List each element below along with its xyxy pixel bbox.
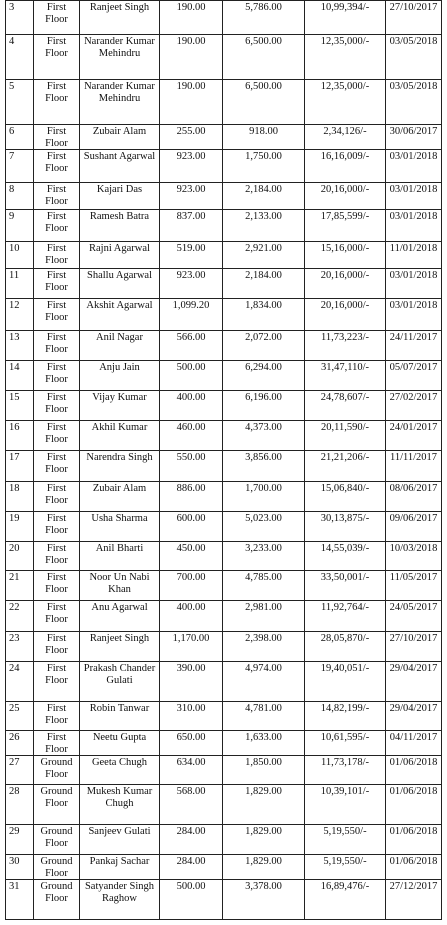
floor-cell: Ground Floor	[34, 880, 80, 920]
serial-number-cell: 23	[6, 632, 34, 662]
carpet-area-cell: 3,378.00	[223, 880, 305, 920]
serial-number-cell: 13	[6, 331, 34, 361]
date-cell: 03/01/2018	[386, 299, 442, 331]
date-cell: 09/06/2017	[386, 512, 442, 542]
date-cell: 03/01/2018	[386, 150, 442, 183]
price-cell: 5,19,550/-	[305, 855, 386, 880]
price-cell: 31,47,110/-	[305, 361, 386, 391]
name-cell: Satyander Singh Raghow	[80, 880, 160, 920]
date-cell: 10/03/2018	[386, 542, 442, 571]
price-cell: 33,50,001/-	[305, 571, 386, 601]
name-cell: Anju Jain	[80, 361, 160, 391]
price-cell: 20,16,000/-	[305, 183, 386, 210]
carpet-area-cell: 5,786.00	[223, 1, 305, 35]
table-row	[6, 35, 442, 80]
date-cell: 08/06/2017	[386, 482, 442, 512]
floor-cell: First Floor	[34, 571, 80, 601]
carpet-area-cell: 2,921.00	[223, 242, 305, 269]
serial-number-cell: 11	[6, 269, 34, 299]
area-cell: 550.00	[160, 451, 223, 482]
table-row	[6, 1, 442, 35]
table-row	[6, 731, 442, 756]
name-cell: Narendra Singh	[80, 451, 160, 482]
date-cell: 29/04/2017	[386, 662, 442, 702]
serial-number-cell: 4	[6, 35, 34, 80]
table-row	[6, 512, 442, 542]
date-cell: 03/01/2018	[386, 210, 442, 242]
table-body	[6, 1, 442, 920]
name-cell: Akshit Agarwal	[80, 299, 160, 331]
floor-cell: First Floor	[34, 269, 80, 299]
serial-number-cell: 19	[6, 512, 34, 542]
date-cell: 01/06/2018	[386, 785, 442, 825]
date-cell: 03/01/2018	[386, 183, 442, 210]
serial-number-cell: 15	[6, 391, 34, 421]
name-cell: Shallu Agarwal	[80, 269, 160, 299]
serial-number-cell: 3	[6, 1, 34, 35]
area-cell: 400.00	[160, 601, 223, 632]
serial-number-cell: 29	[6, 825, 34, 855]
serial-number-cell: 8	[6, 183, 34, 210]
floor-cell: First Floor	[34, 632, 80, 662]
table-row	[6, 361, 442, 391]
table-row	[6, 331, 442, 361]
floor-cell: Ground Floor	[34, 785, 80, 825]
table-row	[6, 601, 442, 632]
name-cell: Narander Kumar Mehindru	[80, 80, 160, 125]
area-cell: 600.00	[160, 512, 223, 542]
name-cell: Anil Nagar	[80, 331, 160, 361]
price-cell: 12,35,000/-	[305, 35, 386, 80]
table-row	[6, 482, 442, 512]
carpet-area-cell: 3,233.00	[223, 542, 305, 571]
name-cell: Vijay Kumar	[80, 391, 160, 421]
table-row	[6, 80, 442, 125]
price-cell: 16,89,476/-	[305, 880, 386, 920]
serial-number-cell: 17	[6, 451, 34, 482]
floor-cell: Ground Floor	[34, 756, 80, 785]
carpet-area-cell: 1,834.00	[223, 299, 305, 331]
carpet-area-cell: 6,294.00	[223, 361, 305, 391]
name-cell: Akhil Kumar	[80, 421, 160, 451]
serial-number-cell: 28	[6, 785, 34, 825]
area-cell: 1,099.20	[160, 299, 223, 331]
date-cell: 27/02/2017	[386, 391, 442, 421]
name-cell: Ranjeet Singh	[80, 632, 160, 662]
area-cell: 255.00	[160, 125, 223, 150]
price-cell: 14,82,199/-	[305, 702, 386, 731]
area-cell: 923.00	[160, 150, 223, 183]
table-row	[6, 210, 442, 242]
price-cell: 12,35,000/-	[305, 80, 386, 125]
price-cell: 10,39,101/-	[305, 785, 386, 825]
floor-cell: First Floor	[34, 183, 80, 210]
date-cell: 24/11/2017	[386, 331, 442, 361]
floor-cell: First Floor	[34, 662, 80, 702]
name-cell: Sushant Agarwal	[80, 150, 160, 183]
area-cell: 519.00	[160, 242, 223, 269]
date-cell: 11/05/2017	[386, 571, 442, 601]
table-row	[6, 299, 442, 331]
date-cell: 11/11/2017	[386, 451, 442, 482]
area-cell: 1,170.00	[160, 632, 223, 662]
floor-cell: First Floor	[34, 242, 80, 269]
name-cell: Neetu Gupta	[80, 731, 160, 756]
area-cell: 923.00	[160, 183, 223, 210]
floor-cell: First Floor	[34, 391, 80, 421]
area-cell: 390.00	[160, 662, 223, 702]
carpet-area-cell: 4,781.00	[223, 702, 305, 731]
date-cell: 01/06/2018	[386, 825, 442, 855]
table-row	[6, 632, 442, 662]
carpet-area-cell: 2,981.00	[223, 601, 305, 632]
floor-cell: First Floor	[34, 35, 80, 80]
table-row	[6, 183, 442, 210]
date-cell: 01/06/2018	[386, 756, 442, 785]
price-cell: 15,06,840/-	[305, 482, 386, 512]
name-cell: Kajari Das	[80, 183, 160, 210]
area-cell: 190.00	[160, 80, 223, 125]
carpet-area-cell: 5,023.00	[223, 512, 305, 542]
name-cell: Geeta Chugh	[80, 756, 160, 785]
name-cell: Narander Kumar Mehindru	[80, 35, 160, 80]
floor-cell: First Floor	[34, 361, 80, 391]
name-cell: Zubair Alam	[80, 125, 160, 150]
area-cell: 284.00	[160, 855, 223, 880]
carpet-area-cell: 6,500.00	[223, 80, 305, 125]
property-table	[5, 0, 442, 920]
name-cell: Ramesh Batra	[80, 210, 160, 242]
date-cell: 05/07/2017	[386, 361, 442, 391]
area-cell: 450.00	[160, 542, 223, 571]
carpet-area-cell: 6,500.00	[223, 35, 305, 80]
area-cell: 460.00	[160, 421, 223, 451]
carpet-area-cell: 1,829.00	[223, 785, 305, 825]
carpet-area-cell: 4,785.00	[223, 571, 305, 601]
carpet-area-cell: 1,750.00	[223, 150, 305, 183]
table-row	[6, 150, 442, 183]
floor-cell: First Floor	[34, 482, 80, 512]
floor-cell: First Floor	[34, 125, 80, 150]
table-row	[6, 825, 442, 855]
serial-number-cell: 5	[6, 80, 34, 125]
price-cell: 24,78,607/-	[305, 391, 386, 421]
date-cell: 01/06/2018	[386, 855, 442, 880]
carpet-area-cell: 6,196.00	[223, 391, 305, 421]
floor-cell: First Floor	[34, 542, 80, 571]
table-row	[6, 421, 442, 451]
carpet-area-cell: 3,856.00	[223, 451, 305, 482]
price-cell: 10,61,595/-	[305, 731, 386, 756]
floor-cell: First Floor	[34, 421, 80, 451]
area-cell: 500.00	[160, 361, 223, 391]
serial-number-cell: 20	[6, 542, 34, 571]
name-cell: Anil Bharti	[80, 542, 160, 571]
price-cell: 28,05,870/-	[305, 632, 386, 662]
price-cell: 21,21,206/-	[305, 451, 386, 482]
area-cell: 566.00	[160, 331, 223, 361]
price-cell: 30,13,875/-	[305, 512, 386, 542]
table-row	[6, 269, 442, 299]
name-cell: Robin Tanwar	[80, 702, 160, 731]
price-cell: 14,55,039/-	[305, 542, 386, 571]
price-cell: 2,34,126/-	[305, 125, 386, 150]
serial-number-cell: 9	[6, 210, 34, 242]
table-row	[6, 391, 442, 421]
name-cell: Mukesh Kumar Chugh	[80, 785, 160, 825]
table-row	[6, 242, 442, 269]
date-cell: 27/10/2017	[386, 632, 442, 662]
floor-cell: First Floor	[34, 210, 80, 242]
floor-cell: First Floor	[34, 601, 80, 632]
table-row	[6, 855, 442, 880]
document-page	[5, 0, 441, 920]
area-cell: 190.00	[160, 1, 223, 35]
carpet-area-cell: 2,184.00	[223, 183, 305, 210]
price-cell: 11,92,764/-	[305, 601, 386, 632]
price-cell: 20,16,000/-	[305, 269, 386, 299]
floor-cell: First Floor	[34, 80, 80, 125]
floor-cell: First Floor	[34, 150, 80, 183]
carpet-area-cell: 2,072.00	[223, 331, 305, 361]
date-cell: 24/05/2017	[386, 601, 442, 632]
floor-cell: First Floor	[34, 512, 80, 542]
carpet-area-cell: 918.00	[223, 125, 305, 150]
price-cell: 11,73,223/-	[305, 331, 386, 361]
date-cell: 03/05/2018	[386, 80, 442, 125]
date-cell: 03/01/2018	[386, 269, 442, 299]
carpet-area-cell: 1,829.00	[223, 855, 305, 880]
serial-number-cell: 10	[6, 242, 34, 269]
date-cell: 27/10/2017	[386, 1, 442, 35]
name-cell: Rajni Agarwal	[80, 242, 160, 269]
serial-number-cell: 14	[6, 361, 34, 391]
area-cell: 650.00	[160, 731, 223, 756]
price-cell: 20,16,000/-	[305, 299, 386, 331]
table-row	[6, 125, 442, 150]
name-cell: Prakash Chander Gulati	[80, 662, 160, 702]
serial-number-cell: 27	[6, 756, 34, 785]
serial-number-cell: 31	[6, 880, 34, 920]
carpet-area-cell: 1,850.00	[223, 756, 305, 785]
price-cell: 5,19,550/-	[305, 825, 386, 855]
area-cell: 923.00	[160, 269, 223, 299]
area-cell: 886.00	[160, 482, 223, 512]
date-cell: 11/01/2018	[386, 242, 442, 269]
price-cell: 10,99,394/-	[305, 1, 386, 35]
serial-number-cell: 18	[6, 482, 34, 512]
area-cell: 568.00	[160, 785, 223, 825]
floor-cell: First Floor	[34, 702, 80, 731]
table-row	[6, 880, 442, 920]
area-cell: 837.00	[160, 210, 223, 242]
name-cell: Pankaj Sachar	[80, 855, 160, 880]
serial-number-cell: 22	[6, 601, 34, 632]
area-cell: 284.00	[160, 825, 223, 855]
area-cell: 190.00	[160, 35, 223, 80]
price-cell: 15,16,000/-	[305, 242, 386, 269]
serial-number-cell: 6	[6, 125, 34, 150]
table-row	[6, 542, 442, 571]
carpet-area-cell: 4,974.00	[223, 662, 305, 702]
serial-number-cell: 12	[6, 299, 34, 331]
serial-number-cell: 26	[6, 731, 34, 756]
price-cell: 17,85,599/-	[305, 210, 386, 242]
carpet-area-cell: 4,373.00	[223, 421, 305, 451]
table-row	[6, 785, 442, 825]
table-row	[6, 662, 442, 702]
floor-cell: Ground Floor	[34, 855, 80, 880]
carpet-area-cell: 2,184.00	[223, 269, 305, 299]
date-cell: 29/04/2017	[386, 702, 442, 731]
area-cell: 310.00	[160, 702, 223, 731]
serial-number-cell: 21	[6, 571, 34, 601]
serial-number-cell: 7	[6, 150, 34, 183]
area-cell: 500.00	[160, 880, 223, 920]
table-row	[6, 756, 442, 785]
floor-cell: First Floor	[34, 299, 80, 331]
price-cell: 16,16,009/-	[305, 150, 386, 183]
date-cell: 04/11/2017	[386, 731, 442, 756]
carpet-area-cell: 1,633.00	[223, 731, 305, 756]
floor-cell: First Floor	[34, 731, 80, 756]
floor-cell: Ground Floor	[34, 825, 80, 855]
name-cell: Sanjeev Gulati	[80, 825, 160, 855]
area-cell: 634.00	[160, 756, 223, 785]
table-row	[6, 451, 442, 482]
carpet-area-cell: 1,700.00	[223, 482, 305, 512]
table-row	[6, 571, 442, 601]
name-cell: Ranjeet Singh	[80, 1, 160, 35]
carpet-area-cell: 2,133.00	[223, 210, 305, 242]
serial-number-cell: 25	[6, 702, 34, 731]
date-cell: 27/12/2017	[386, 880, 442, 920]
name-cell: Usha Sharma	[80, 512, 160, 542]
area-cell: 400.00	[160, 391, 223, 421]
serial-number-cell: 16	[6, 421, 34, 451]
table-row	[6, 702, 442, 731]
serial-number-cell: 24	[6, 662, 34, 702]
price-cell: 11,73,178/-	[305, 756, 386, 785]
price-cell: 20,11,590/-	[305, 421, 386, 451]
date-cell: 24/01/2017	[386, 421, 442, 451]
floor-cell: First Floor	[34, 331, 80, 361]
area-cell: 700.00	[160, 571, 223, 601]
date-cell: 30/06/2017	[386, 125, 442, 150]
floor-cell: First Floor	[34, 1, 80, 35]
name-cell: Noor Un Nabi Khan	[80, 571, 160, 601]
price-cell: 19,40,051/-	[305, 662, 386, 702]
serial-number-cell: 30	[6, 855, 34, 880]
name-cell: Zubair Alam	[80, 482, 160, 512]
carpet-area-cell: 1,829.00	[223, 825, 305, 855]
date-cell: 03/05/2018	[386, 35, 442, 80]
name-cell: Anu Agarwal	[80, 601, 160, 632]
carpet-area-cell: 2,398.00	[223, 632, 305, 662]
floor-cell: First Floor	[34, 451, 80, 482]
